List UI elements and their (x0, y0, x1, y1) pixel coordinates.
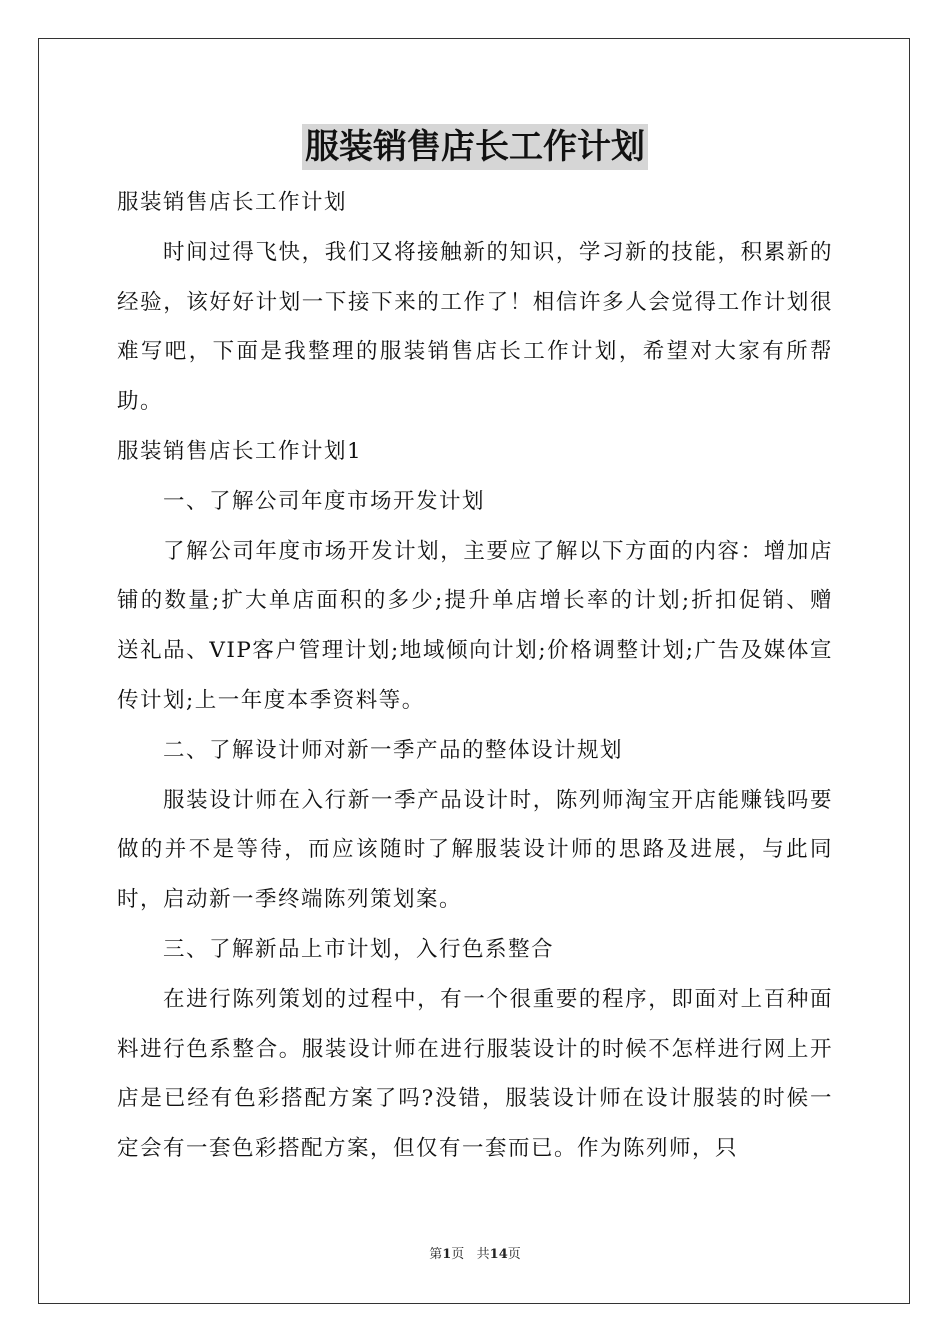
document-subtitle: 服装销售店长工作计划 (117, 190, 348, 215)
heading-2: 二、了解设计师对新一季产品的整体设计规划 (163, 737, 624, 763)
heading-3: 三、了解新品上市计划，入行色系整合 (163, 936, 555, 962)
title-container (0, 124, 950, 170)
heading-1: 一、了解公司年度市场开发计划 (163, 488, 486, 514)
footer-page-total: 14 (489, 1247, 508, 1262)
document-title: 服装销售店长工作计划 (302, 124, 648, 170)
footer-page-prefix: 第 (429, 1247, 443, 1262)
paragraph-1: 了解公司年度市场开发计划，主要应了解以下方面的内容：增加店铺的数量;扩大单店面积的多少;提升单店增长率的计划;折扣促销、赠送礼品、VIP客户管理计划;地域倾向计划;价格调整计划;广告及媒体宣传计划;上一年度本季资料等。 (117, 538, 833, 713)
document-body (117, 178, 833, 1174)
page-footer (0, 1246, 950, 1264)
paragraph-2: 服装设计师在入行新一季产品设计时，陈列师淘宝开店能赚钱吗要做的并不是等待，而应该随时了解服装设计师的思路及进展，与此同时，启动新一季终端陈列策划案。 (117, 787, 833, 913)
footer-page-suffix: 页 (507, 1247, 521, 1262)
footer-page-mid: 页 共 (451, 1247, 490, 1262)
footer-page-current: 1 (442, 1247, 452, 1262)
paragraph-3: 在进行陈列策划的过程中，有一个很重要的程序，即面对上百种面料进行色系整合。服装设计师在进行服装设计的时候不怎样进行网上开店是已经有色彩搭配方案了吗?没错，服装设计师在设计服装的时候一定会有一套色彩搭配方案，但仅有一套而已。作为陈列师，只 (117, 986, 833, 1162)
section-title: 服装销售店长工作计划1 (117, 438, 363, 464)
intro-paragraph: 时间过得飞快，我们又将接触新的知识，学习新的技能，积累新的经验，该好好计划一下接下来的工作了！相信许多人会觉得工作计划很难写吧，下面是我整理的服装销售店长工作计划，希望对大家有所帮助。 (117, 239, 833, 415)
